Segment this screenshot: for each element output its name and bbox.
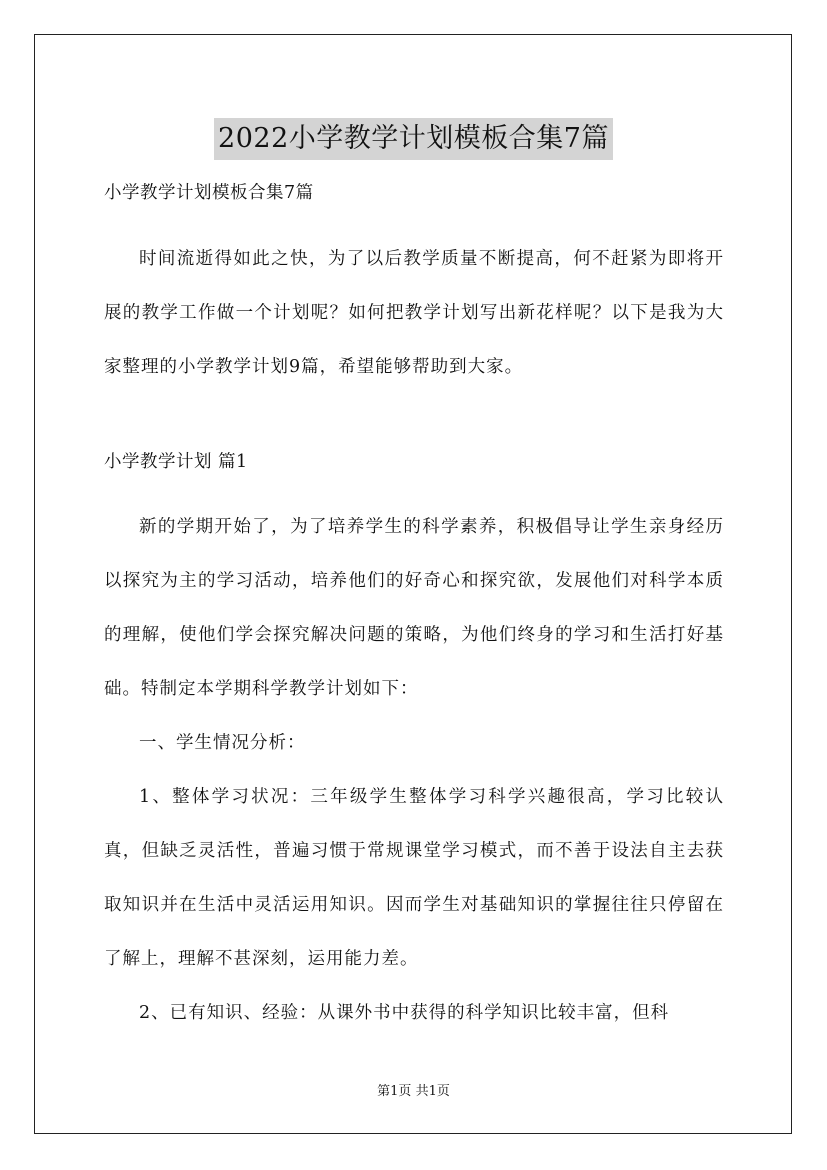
body-paragraph: 新的学期开始了，为了培养学生的科学素养，积极倡导让学生亲身经历以探究为主的学习活动，培养他们的好奇心和探究欲，发展他们对科学本质的理解，使他们学会探究解决问题的策略，为他们终身的学习和生活打好基础。特制定本学期科学教学计划如下： (104, 517, 724, 699)
title-container (0, 100, 827, 178)
document-subtitle: 小学教学计划模板合集7篇 (104, 183, 314, 203)
document-body (104, 178, 724, 1040)
document-title: 2022小学教学计划模板合集7篇 (214, 118, 613, 160)
body-paragraph: 一、学生情况分析： (139, 733, 306, 753)
body-paragraph: 2、已有知识、经验：从课外书中获得的科学知识比较丰富，但科 (139, 1003, 670, 1023)
intro-paragraph: 时间流逝得如此之快，为了以后教学质量不断提高，何不赶紧为即将开展的教学工作做一个计划呢？如何把教学计划写出新花样呢？以下是我为大家整理的小学教学计划9篇，希望能够帮助到大家。 (104, 249, 724, 377)
body-paragraph: 1、整体学习状况：三年级学生整体学习科学兴趣很高，学习比较认真，但缺乏灵活性，普遍习惯于常规课堂学习模式，而不善于设法自主去获取知识并在生活中灵活运用知识。因而学生对基础知识的掌握往往只停留在了解上，理解不甚深刻，运用能力差。 (104, 787, 724, 969)
section-heading: 小学教学计划 篇1 (104, 452, 248, 472)
page-number: 第1页 (377, 1084, 412, 1099)
page-total: 共1页 (415, 1084, 450, 1099)
page-footer (0, 1082, 827, 1102)
